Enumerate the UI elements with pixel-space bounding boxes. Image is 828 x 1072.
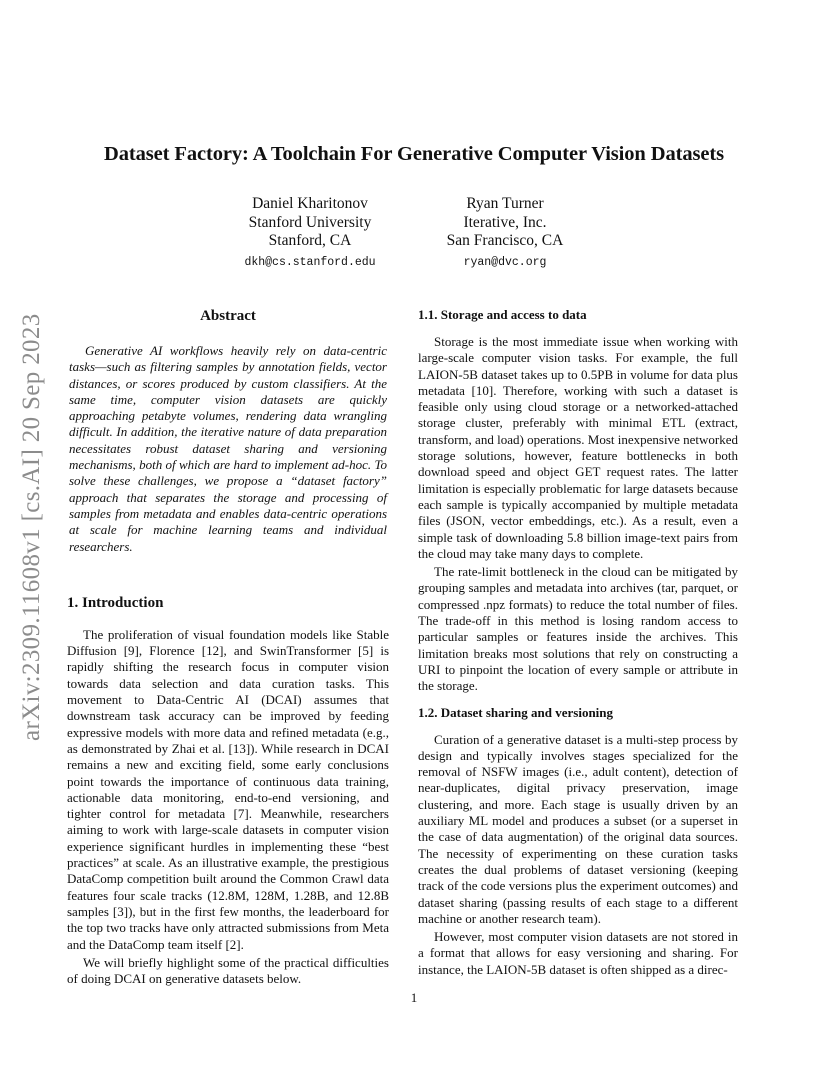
author-location: San Francisco, CA <box>446 232 564 249</box>
subsection-heading-storage: 1.1. Storage and access to data <box>418 307 587 322</box>
subsection-heading-sharing: 1.2. Dataset sharing and versioning <box>418 704 614 720</box>
abstract-text: Generative AI workflows heavily rely on data-centric tasks—such as filtering samples by annotation fields, vector distances, or scores produced by custom classifiers. At the same time, computer vision datasets are quickly approaching petabyte volumes, rendering data wrangling difficult. In addition, the iterative nature of data preparation necessitates robust dataset sharing and versioning mechanisms, both of which are hard to implement ad-hoc. To solve these challenges, we propose a “dataset factory” approach that separates the storage and processing of samples from metadata and enables data-centric operations at scale for machine learning teams and individual researchers. <box>69 343 387 554</box>
page-number: 1 <box>410 990 418 1005</box>
author-location: Stanford, CA <box>268 232 352 249</box>
abstract-body <box>67 343 389 555</box>
arxiv-identifier-stamp: arXiv:2309.11608v1 [cs.AI] 20 Sep 2023 <box>18 313 45 742</box>
author-block <box>210 195 410 273</box>
paragraph: The proliferation of visual foundation models like Stable Diffusion [9], Florence [12], and SwinTransformer [5] is rapidly shifting the research focus in computer vision towards data selection and data curation tasks. This movement to Data-Centric AI (DCAI) assumes that downstream task accuracy can be improved by feeding expressive models with more data and refined metadata (e.g., as demonstrated by Zhai et al. [13]). While research in DCAI remains a new and exciting field, some early conclusions point towards the importance of continuous data training, actionable data monitoring, end-to-end versioning, and tighter control for metadata [7]. Meanwhile, researchers aiming to work with large-scale datasets in computer vision experience significant hurdles in implementing these “best practices” at scale. As an illustrative example, the prestigious DataComp competition built around the Common Crawl data features four scale tracks (12.8M, 128M, 1.28B, and 12.8B samples [3]), but in the first few months, the leaderboard for the top two tracks have only attracted submissions from Meta and the DataComp team itself [2]. <box>67 626 389 952</box>
author-block <box>405 195 605 273</box>
paragraph: The rate-limit bottleneck in the cloud can be mitigated by grouping samples and metadata into archives (tar, parquet, or compressed .npz formats) to reduce the total number of files. The trade-off in this method is losing random access to particular samples or features inside the archives. This limitation breaks most solutions that rely on constructing a URI to pinpoint the location of every sample or attribute in the storage. <box>418 564 738 694</box>
paragraph: However, most computer vision datasets are not stored in a format that allows for easy versioning and sharing. For instance, the LAION-5B dataset is often shipped as a direc- <box>418 929 738 977</box>
author-affiliation: Stanford University <box>248 213 372 231</box>
author-email: dkh@cs.stanford.edu <box>244 255 376 269</box>
paragraph: Curation of a generative dataset is a multi-step process by design and typically involves stages specialized for the removal of NSFW images (i.e., adult content), detection of near-duplicates, digital privacy preservation, image clustering, and more. Each stage is usually driven by an auxiliary ML model and produces a subset (or a superset in the case of data augmentation) of the original data sources. The necessity of experimenting on these curation tasks creates the dual problems of dataset versioning (keeping track of the code versions plus the experiment outcomes) and dataset sharing (passing results of each stage to a different machine or another research team). <box>418 731 738 926</box>
author-name: Daniel Kharitonov <box>252 195 368 212</box>
section-heading-introduction: 1. Introduction <box>67 594 164 611</box>
author-email: ryan@dvc.org <box>463 255 547 269</box>
abstract-heading: Abstract <box>200 308 256 324</box>
paragraph: Storage is the most immediate issue when working with large-scale computer vision tasks. For example, the full LAION-5B dataset takes up to 0.5PB in volume for data plus metadata [10]. Therefore, working with such a dataset is feasible only using cloud storage or a networked-attached storage cluster, preferably with minimal ETL (extract, transform, and load) operations. Most inexpensive networked storage solutions, however, feature bottlenecks in both download speed and object GET request rates. The latter limitation is especially problematic for large datasets because each sample is typically accompanied by multiple metadata files (JSON, vector embeddings, etc.). As a result, even a simple task of downloading 5.8 billion image-text pairs from the cloud may take many days to complete. <box>418 334 738 561</box>
paper-title: Dataset Factory: A Toolchain For Generative Computer Vision Datasets <box>104 143 724 165</box>
paragraph: We will briefly highlight some of the practical difficulties of doing DCAI on generative datasets below. <box>67 954 389 987</box>
author-affiliation: Iterative, Inc. <box>463 213 547 231</box>
left-column <box>67 306 389 987</box>
right-column <box>418 306 738 978</box>
author-name: Ryan Turner <box>466 195 544 212</box>
